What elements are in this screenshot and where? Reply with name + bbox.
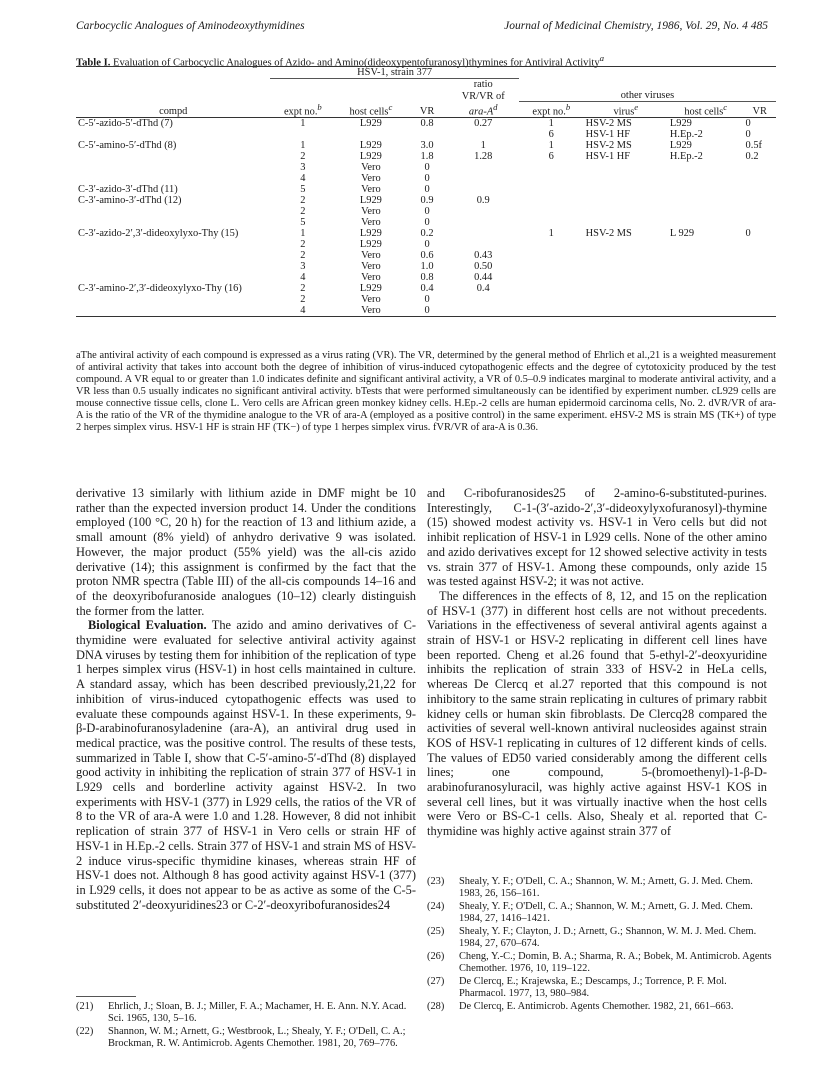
table-cell: 2 xyxy=(300,151,306,163)
table-cell: Vero xyxy=(361,173,381,185)
table-cell xyxy=(519,173,584,184)
table-title-footnote-mark: a xyxy=(599,53,605,63)
table-cell xyxy=(668,195,744,206)
table-cell: 1.28 xyxy=(474,151,493,163)
reference-number: (28) xyxy=(427,1001,445,1012)
table-cell: Vero xyxy=(361,261,381,273)
table-cell xyxy=(76,151,270,162)
table-cell: 1 xyxy=(548,140,554,152)
table-cell: 0 xyxy=(424,294,430,306)
table-cell xyxy=(448,294,519,305)
table-cell xyxy=(407,129,448,140)
table-cell: 0.6 xyxy=(420,250,434,262)
table-cell xyxy=(744,305,776,317)
table-cell: 1 xyxy=(300,118,306,130)
table-cell xyxy=(76,250,270,261)
table-cell xyxy=(668,239,744,250)
table-cell: C-3′-amino-3′-dThd (12) xyxy=(78,195,182,207)
table-cell xyxy=(744,217,776,228)
table-cell xyxy=(448,305,519,317)
table-cell xyxy=(668,272,744,283)
table-cell: 1 xyxy=(548,118,554,130)
reference-entry xyxy=(427,951,773,975)
table-cell xyxy=(744,272,776,283)
table-body xyxy=(76,118,776,317)
table-cell: L929 xyxy=(359,239,382,251)
table-cell xyxy=(744,195,776,206)
section-heading-biological-evaluation: Biological Evaluation. xyxy=(88,618,207,633)
reference-text: Shealy, Y. F.; O'Dell, C. A.; Shannon, W. M.; Arnett, G. J. Med. Chem. 1983, 26, 156–161. xyxy=(459,876,753,899)
table-cell xyxy=(448,173,519,184)
table-cell xyxy=(668,305,744,317)
table-cell xyxy=(448,217,519,228)
table-cell xyxy=(519,294,584,305)
table-cell: Vero xyxy=(361,272,381,284)
group-header-other-viruses: other viruses xyxy=(519,90,776,102)
table-row xyxy=(76,206,776,217)
table-cell: 0 xyxy=(745,228,751,240)
table-cell xyxy=(519,250,584,261)
table-cell: 3 xyxy=(300,261,306,273)
table-row xyxy=(76,239,776,250)
table-cell xyxy=(448,228,519,239)
table-cell xyxy=(519,239,584,250)
table-cell: 0.4 xyxy=(420,283,434,295)
table-cell xyxy=(76,272,270,283)
table-cell xyxy=(584,195,668,206)
table-row xyxy=(76,305,776,317)
table-cell xyxy=(584,305,668,317)
ratio-header-line2: VR/VR of xyxy=(461,90,505,102)
table-row xyxy=(76,162,776,173)
table-cell xyxy=(744,239,776,250)
table-cell: 6 xyxy=(548,151,554,163)
table-cell: Vero xyxy=(361,305,381,317)
table-cell xyxy=(584,272,668,283)
table-cell: 2 xyxy=(300,239,306,251)
table-cell: 4 xyxy=(300,305,306,317)
col-header-vr2: VR xyxy=(752,106,767,118)
table-cell xyxy=(584,206,668,217)
table-cell: 0.4 xyxy=(476,283,490,295)
table-cell xyxy=(584,162,668,173)
table-cell: Vero xyxy=(361,250,381,262)
table-cell: 1 xyxy=(300,140,306,152)
table-cell: HSV-2 MS xyxy=(585,140,632,152)
table-cell xyxy=(584,261,668,272)
table-cell xyxy=(744,261,776,272)
reference-text: De Clercq, E. Antimicrob. Agents Chemother. 1982, 21, 661–663. xyxy=(459,1001,734,1012)
table-cell: 0.9 xyxy=(476,195,490,207)
table-cell xyxy=(76,294,270,305)
table-cell: 0 xyxy=(424,162,430,174)
table-cell: L929 xyxy=(359,283,382,295)
table-row xyxy=(76,184,776,195)
table-cell xyxy=(335,129,406,140)
table-cell: C-5′-azido-5′-dThd (7) xyxy=(78,118,173,130)
table-cell: Vero xyxy=(361,294,381,306)
table-cell: HSV-2 MS xyxy=(585,118,632,130)
table-cell xyxy=(519,184,584,195)
table-cell: L929 xyxy=(359,228,382,240)
table-cell xyxy=(744,250,776,261)
table-cell xyxy=(668,283,744,294)
reference-entry xyxy=(427,876,773,900)
col-header-expt: expt no.$^b$ xyxy=(283,102,322,118)
reference-entry xyxy=(76,1026,422,1050)
table-cell xyxy=(584,184,668,195)
table-cell xyxy=(744,184,776,195)
paragraph-host-cell-differences: The differences in the effects of 8, 12, and 15 on the replication of HSV-1 (377) in different host cells are not without precedents. Variations in the effectiveness of several antiviral agents against a strain of HSV-1 or HSV-2 replicating in different cell lines have been reported. Cheng et al.26 found that 5-ethyl-2′-deoxyuridine inhibits the replication of strain 333 of HSV-2 in HeLa cells, whereas De Clercq et al.27 reported that this compound is not inhibitory to the same strain replicating in cultures of primary rabbit kidney cells or human skin fibroblasts. De Clercq28 compared the activities of several well-known antiviral nucleosides against strain KOS of HSV-1 replicating in cultures of 12 different kinds of cells. The values of ED50 varied considerably among the different cells lines; one compound, 5-(bromoethenyl)-1-β-D-arabinofuranosyluracil, was highly active against HSV-1 KOS in several cell lines, but it was virtually inactive when the host cells were Vero or BS-C-1 cells. Also, Shealy et al. reported that C-thymidine was highly active against strain 377 of xyxy=(427,588,767,839)
reference-entry xyxy=(427,1001,773,1013)
table-cell xyxy=(448,162,519,173)
table-footnotes: aThe antiviral activity of each compound is expressed as a virus rating (VR). The VR, determined by the general method of Ehrlich et al.,21 is a weighted measurement of antiviral activity that takes into account both the degree of inhibition of virus-induced cytopathogenic effects and the degree of cytotoxicity produced by the test compound. A VR equal to or greater than 1.0 indicates definite and significant antiviral activity, a VR of 0.5–0.9 indicates marginal to moderate antiviral activity, and a VR less than 0.5 usually indicates no significant antiviral activity. bTests that were performed simultaneously can be identified by experiment number. cL929 cells are mouse connective tissue cells, clone L. Vero cells are African green monkey kidney cells. H.Ep.-2 cells are human epidermoid carcinoma cells, No. 2. dVR/VR of ara-A is the ratio of the VR of the thymidine analogue to the VR of ara-A (employed as a positive control) in the same experiment. eHSV-2 MS is strain MS (TK+) of type 2 herpes simplex virus. HSV-1 HF is strain HF (TK−) of type 1 herpes simplex virus. fVR/VR of ara-A is 0.36. xyxy=(76,350,776,433)
table-cell: C-3′-azido-3′-dThd (11) xyxy=(78,184,178,196)
table-cell xyxy=(519,272,584,283)
reference-number: (27) xyxy=(427,976,445,987)
reference-number: (22) xyxy=(76,1026,94,1037)
table-row xyxy=(76,261,776,272)
table-cell: 3.0 xyxy=(420,140,434,152)
table-cell xyxy=(519,162,584,173)
table-cell: Vero xyxy=(361,206,381,218)
table-cell: 0 xyxy=(424,206,430,218)
table-cell: 0 xyxy=(424,305,430,317)
table-cell: Vero xyxy=(361,162,381,174)
table-cell xyxy=(270,129,335,140)
table-cell xyxy=(76,239,270,250)
paragraph-continuation: and C-ribofuranosides25 of 2-amino-6-substituted-purines. Interestingly, C-1-(3′-azido-2′,3′-dideoxylyxofuranosyl)-thymine (15) showed modest activity vs. HSV-1 in Vero cells but did not inhibit replication of HSV-1 in L929 cells. None of the other amino and azido derivatives except for 12 showed selective activity in tests vs. strain 377 of HSV-1. Among these compounds, only azide 15 was tested against HSV-2; it was not active. xyxy=(427,486,767,589)
table-cell xyxy=(744,294,776,305)
table-cell xyxy=(76,217,270,228)
running-title: Carbocyclic Analogues of Aminodeoxythymidines xyxy=(76,20,305,32)
references-left xyxy=(76,996,422,1051)
table-cell: Vero xyxy=(361,184,381,196)
col-header-host: host cells$^c$ xyxy=(349,102,393,118)
reference-text: Shannon, W. M.; Arnett, G.; Westbrook, L.; Shealy, Y. F.; O'Dell, C. A.; Brockman, R. W. Antimicrob. Agents Chemother. 1981, 20, 769–776. xyxy=(108,1026,406,1049)
table-cell: 0.27 xyxy=(474,118,493,130)
table-cell xyxy=(668,294,744,305)
table-cell: 3 xyxy=(300,162,306,174)
paragraph-biological-evaluation: Biological Evaluation. The azido and amino derivatives of C-thymidine were evaluated for selective antiviral activity against DNA viruses by testing them for inhibition of the replication of type 1 herpes simplex virus (HSV-1) in host cells maintained in culture. A standard assay, which has been described previously,21,22 for inhibition of virus-induced cytopathogenic effects was used to evaluate these compounds against HSV-1. In these experiments, 9-β-D-arabinofuranosyladenine (ara-A), an antiviral drug used in medical practice, was the positive control. The results of these tests, summarized in Table I, show that C-5′-amino-5′-dThd (8) displayed good activity in inhibiting the replication of strain 377 of HSV-1 in L929 cells and borderline activity against HSV-2. In two experiments with HSV-1 (377) in L929 cells, the ratios of the VR of 8 to the VR of ara-A were 1.0 and 1.28. However, 8 did not inhibit replication of strain 377 of HSV-1 in Vero cells or strain HF of HSV-1 in H.Ep.-2 cells. Strain 377 of HSV-1 and strain MS of HSV-2 induce virus-specific thymidine kinases, whereas strain HF of HSV-1 does not. Although 8 has good activity against HSV-1 (377) in L929 cells, it does not appear to be as active as some of the C-5-substituted 2′-deoxyuridines23 or C-2′-deoxyribofuranosides24 xyxy=(76,618,416,912)
table-row xyxy=(76,195,776,206)
table-cell: 5 xyxy=(300,184,306,196)
table-cell xyxy=(584,294,668,305)
left-column xyxy=(76,486,416,912)
table-cell: HSV-1 HF xyxy=(585,129,631,141)
right-column xyxy=(427,486,767,839)
table-cell xyxy=(519,195,584,206)
reference-number: (26) xyxy=(427,951,445,962)
table-cell: 2 xyxy=(300,294,306,306)
running-header xyxy=(76,20,768,36)
table-cell xyxy=(584,283,668,294)
table-cell xyxy=(76,305,270,317)
table-cell xyxy=(448,206,519,217)
table-cell: 2 xyxy=(300,250,306,262)
table-cell: H.Ep.-2 xyxy=(669,129,703,141)
references-divider xyxy=(76,996,136,997)
table-cell xyxy=(519,217,584,228)
reference-entry xyxy=(427,901,773,925)
col-header-host2: host cells$^c$ xyxy=(684,102,728,118)
table-row xyxy=(76,173,776,184)
table-cell xyxy=(668,206,744,217)
table-cell xyxy=(76,162,270,173)
reference-text: Shealy, Y. F.; Clayton, J. D.; Arnett, G.; Shannon, W. M. J. Med. Chem. 1984, 27, 670–674. xyxy=(459,926,757,949)
table-cell: C-3′-azido-2′,3′-dideoxylyxo-Thy (15) xyxy=(78,228,239,240)
table-cell: 1.8 xyxy=(420,151,434,163)
table-cell: 0 xyxy=(745,118,751,130)
table-cell: L929 xyxy=(359,195,382,207)
table-cell xyxy=(519,305,584,317)
table-cell: 0.43 xyxy=(474,250,493,262)
table-cell xyxy=(584,250,668,261)
col-header-ratio: ara-$A^d$ xyxy=(468,102,498,118)
table-cell: 0.8 xyxy=(420,118,434,130)
table-cell xyxy=(76,261,270,272)
reference-number: (21) xyxy=(76,1001,94,1012)
table-cell: 0 xyxy=(424,184,430,196)
table-cell: 0.2 xyxy=(420,228,434,240)
table-cell xyxy=(519,261,584,272)
table-cell xyxy=(744,283,776,294)
reference-number: (23) xyxy=(427,876,445,887)
table-cell: L 929 xyxy=(669,228,695,240)
table-cell: H.Ep.-2 xyxy=(669,151,703,163)
table-cell: Vero xyxy=(361,217,381,229)
paragraph-chemistry: derivative 13 similarly with lithium azide in DMF might be 10 rather than the expected inversion product 14. Under the conditions employed (100 °C, 20 h) for the reaction of 13 and lithium azide, a small amount (8% yield) of anhydro derivative 9 was isolated. However, the major product (55% yield) was the all-cis azido derivative (14); this assignment is confirmed by the fact that the proton NMR spectra (Table III) of the all-cis compounds 14–16 and of the deoxyribofuranoside analogues (10–12) clearly distinguish the former from the latter. xyxy=(76,486,416,618)
col-header-virus: virus$^e$ xyxy=(613,102,639,118)
table-cell: 0 xyxy=(424,239,430,251)
table-cell xyxy=(744,206,776,217)
table-cell: 2 xyxy=(300,195,306,207)
table-cell xyxy=(668,184,744,195)
table-cell: 5 xyxy=(300,217,306,229)
table-cell: 4 xyxy=(300,173,306,185)
table-cell xyxy=(76,173,270,184)
reference-entry xyxy=(427,926,773,950)
table-cell: 0.5f xyxy=(745,140,762,152)
table-cell xyxy=(668,217,744,228)
table-cell xyxy=(519,206,584,217)
reference-text: Ehrlich, J.; Sloan, B. J.; Miller, F. A.; Machamer, H. E. Ann. N.Y. Acad. Sci. 1965, 130, 5–16. xyxy=(108,1001,407,1024)
table-cell: 0 xyxy=(745,129,751,141)
table-title: Evaluation of Carbocyclic Analogues of Azido- and Amino(dideoxypentofuranosyl)thymines for Antiviral Activity xyxy=(113,57,600,69)
reference-text: De Clercq, E.; Krajewska, E.; Descamps, J.; Torrence, P. F. Mol. Pharmacol. 1977, 13, 980–984. xyxy=(459,976,727,999)
group-header-hsv1: HSV-1, strain 377 xyxy=(270,67,518,79)
table-row xyxy=(76,129,776,140)
reference-entry xyxy=(427,976,773,1000)
reference-number: (25) xyxy=(427,926,445,937)
table-cell: 0.44 xyxy=(474,272,493,284)
table-cell: 0.8 xyxy=(420,272,434,284)
table-cell xyxy=(668,173,744,184)
table-row xyxy=(76,294,776,305)
table-cell: 1 xyxy=(548,228,554,240)
references-right xyxy=(427,876,773,1014)
table-cell xyxy=(744,162,776,173)
table-cell xyxy=(668,261,744,272)
table-cell: 1.0 xyxy=(420,261,434,273)
table-cell: L929 xyxy=(669,140,692,152)
table-cell: 0.9 xyxy=(420,195,434,207)
table-cell xyxy=(744,173,776,184)
table-cell: L929 xyxy=(359,140,382,152)
table-cell: L929 xyxy=(669,118,692,130)
table-cell xyxy=(584,173,668,184)
table-cell: C-3′-amino-2′,3′-dideoxylyxo-Thy (16) xyxy=(78,283,242,295)
table-cell xyxy=(584,239,668,250)
table-row xyxy=(76,228,776,239)
table-row xyxy=(76,272,776,283)
table-cell xyxy=(448,239,519,250)
table-cell: L929 xyxy=(359,118,382,130)
reference-entry xyxy=(76,1001,422,1025)
table-cell xyxy=(668,162,744,173)
col-header-vr: VR xyxy=(419,106,435,118)
table-cell: 1 xyxy=(480,140,486,152)
col-header-compd: compd xyxy=(159,106,188,118)
table-cell xyxy=(448,129,519,140)
table-row xyxy=(76,250,776,261)
table-cell: 0 xyxy=(424,173,430,185)
table-row xyxy=(76,140,776,151)
table-row xyxy=(76,283,776,294)
table-cell xyxy=(668,250,744,261)
table-cell: L929 xyxy=(359,151,382,163)
table-cell: 1 xyxy=(300,228,306,240)
table-cell: 0.50 xyxy=(474,261,493,273)
reference-number: (24) xyxy=(427,901,445,912)
table-cell: 6 xyxy=(548,129,554,141)
table-label: Table I. xyxy=(76,57,111,69)
table-cell: HSV-2 MS xyxy=(585,228,632,240)
antiviral-activity-table xyxy=(76,66,776,317)
col-header-expt2: expt no.$^b$ xyxy=(532,102,571,118)
table-cell: 2 xyxy=(300,206,306,218)
table-cell xyxy=(519,283,584,294)
table-cell xyxy=(448,184,519,195)
table-row xyxy=(76,118,776,130)
table-cell xyxy=(76,206,270,217)
journal-citation: Journal of Medicinal Chemistry, 1986, Vol. 29, No. 4 485 xyxy=(504,20,768,32)
table-container xyxy=(76,66,776,317)
table-cell: 2 xyxy=(300,283,306,295)
table-cell: C-5′-amino-5′-dThd (8) xyxy=(78,140,177,152)
reference-text: Cheng, Y.-C.; Domin, B. A.; Sharma, R. A.; Bobek, M. Antimicrob. Agents Chemother. 1976, 10, 119–122. xyxy=(459,951,772,974)
table-cell: HSV-1 HF xyxy=(585,151,631,163)
reference-text: Shealy, Y. F.; O'Dell, C. A.; Shannon, W. M.; Arnett, G. J. Med. Chem. 1984, 27, 1416–1421. xyxy=(459,901,753,924)
table-cell: 4 xyxy=(300,272,306,284)
ratio-header-line1: ratio xyxy=(473,79,493,90)
table-cell xyxy=(76,129,270,140)
table-cell: 0 xyxy=(424,217,430,229)
table-row xyxy=(76,151,776,162)
table-row xyxy=(76,217,776,228)
table-cell xyxy=(584,217,668,228)
table-cell: 0.2 xyxy=(745,151,759,163)
